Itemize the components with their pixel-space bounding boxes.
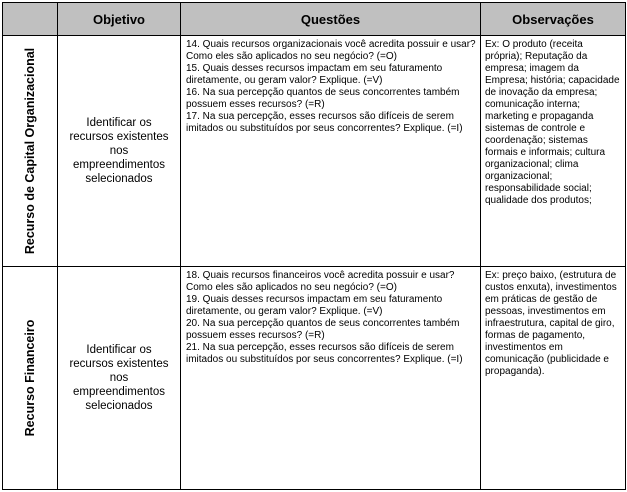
row-label-cell <box>3 267 58 490</box>
observacoes-cell: Ex: O produto (receita própria); Reputação da empresa; imagem da Empresa; história; capacidade de inovação da empresa; comunicação interna; marketing e propaganda sistemas de controle e coordenação; sistemas formais e informais; cultura organizacional; clima organizacional; responsabilidade social; qualidade dos produtos; <box>481 36 626 267</box>
question-item: 17. Na sua percepção, esses recursos são difíceis de serem imitados ou substituídos por seus concorrentes? Explique. (=I) <box>186 111 463 134</box>
objetivo-cell: Identificar os recursos existentes nos empreendimentos selecionados <box>58 36 181 267</box>
question-item: 15. Quais desses recursos impactam em seu faturamento diretamente, ou geram valor? Explique. (=V) <box>186 63 443 86</box>
header-objetivo: Objetivo <box>58 3 181 36</box>
header-row <box>3 3 626 36</box>
question-item: 20. Na sua percepção quantos de seus concorrentes também possuem esses recursos? (=R) <box>186 318 460 341</box>
row-label: Recurso de Capital Organizacional <box>23 47 37 255</box>
row-label: Recurso Financeiro <box>23 319 37 437</box>
question-item: 19. Quais desses recursos impactam em seu faturamento diretamente, ou geram valor? Explique. (=V) <box>186 294 443 317</box>
table-row <box>3 36 626 267</box>
question-item: 16. Na sua percepção quantos de seus concorrentes também possuem esses recursos? (=R) <box>186 87 460 110</box>
table-row <box>3 267 626 490</box>
header-questoes: Questões <box>181 3 481 36</box>
resources-table <box>2 2 626 490</box>
observacoes-cell: Ex: preço baixo, (estrutura de custos enxuta), investimentos em práticas de gestão de pessoas, investimentos em infraestrutura, capital de giro, formas de pagamento, investimentos em comunicação (publicidade e propaganda). <box>481 267 626 490</box>
row-label-cell <box>3 36 58 267</box>
objetivo-cell: Identificar os recursos existentes nos empreendimentos selecionados <box>58 267 181 490</box>
question-item: 14. Quais recursos organizacionais você acredita possuir e usar? Como eles são aplicados no seu negócio? (=O) <box>186 39 476 62</box>
question-item: 18. Quais recursos financeiros você acredita possuir e usar? Como eles são aplicados no seu negócio? (=O) <box>186 270 455 293</box>
questoes-cell <box>181 267 481 490</box>
header-observacoes: Observações <box>481 3 626 36</box>
header-blank <box>3 3 58 36</box>
questoes-cell <box>181 36 481 267</box>
question-item: 21. Na sua percepção, esses recursos são difíceis de serem imitados ou substituídos por seus concorrentes? Explique. (=I) <box>186 342 463 365</box>
